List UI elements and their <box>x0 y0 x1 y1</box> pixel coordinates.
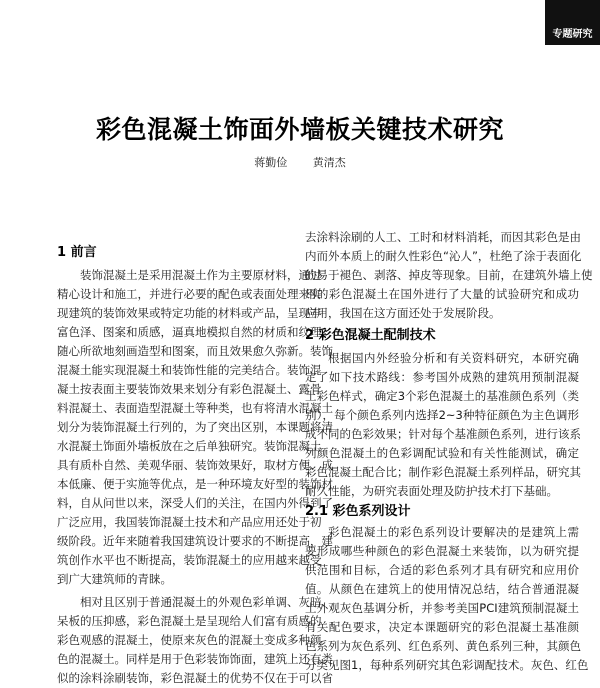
text-line: 装饰混凝土是采用混凝土作为主要原材料，通过 <box>80 268 322 282</box>
text-line: 用的彩色混凝土在国外进行了大量的试验研究和成功 <box>305 287 579 301</box>
left-column <box>57 240 333 688</box>
text-line: 广泛应用，我国装饰混凝土技术和产品应用还处于初 <box>57 515 322 529</box>
text-line: 根据国内外经验分析和有关资料研究，本研究确 <box>328 351 579 365</box>
text-line: 水混凝土饰面外墙板放在之后单独研究。装饰混凝土 <box>57 439 322 453</box>
paragraph <box>57 266 333 589</box>
section-tag <box>545 0 600 45</box>
paragraph <box>305 349 579 501</box>
text-line: 土外观灰色基调分析，并参考美国PCI建筑预制混凝土 <box>305 601 579 615</box>
subsection-heading: 2.1 彩色系列设计 <box>305 504 411 519</box>
text-line: 成不同的色彩效果；针对每个基准颜色系列，进行该系 <box>305 427 581 441</box>
text-line: 现建筑的装饰效果或特定功能的材料或产品，呈现丰 <box>57 306 322 320</box>
text-line: 呆板的压抑感，彩色混凝土是呈现给人们富有质感的 <box>57 614 322 628</box>
section-heading: 1 前言 <box>57 245 97 260</box>
text-line: 别），每个颜色系列内选择2~3种特征颜色为主色调形 <box>305 408 579 422</box>
text-line: 精心设计和施工，并进行必要的配色或表面处理来实 <box>57 287 322 301</box>
text-line: 混凝土能实现混凝土和装饰性能的完美结合。装饰混 <box>57 363 322 377</box>
text-line: 值。从颜色在建筑上的使用情况总结，结合普通混凝 <box>305 582 579 596</box>
text-line: 要形成哪些种颜色的彩色混凝土来装饰，以为研究提 <box>305 544 579 558</box>
paragraph <box>305 523 589 675</box>
right-column <box>305 228 593 675</box>
text-line: 应用，我国在这方面还处于发展阶段。 <box>305 306 501 320</box>
text-line: 凝土按表面主要装饰效果来划分有彩色混凝土、露骨 <box>57 382 322 396</box>
section-heading: 2 彩色混凝土配制技术 <box>305 328 436 343</box>
text-line: 本低廉、便于实施等优点，是一种环境友好型的装饰材 <box>57 477 333 491</box>
text-line: 具有质朴自然、美观华丽、装饰效果好，取材方便、成 <box>57 458 333 472</box>
text-line: 供范围和目标，合适的彩色系列才具有研究和应用价 <box>305 563 579 577</box>
text-line: 内而外本质上的耐久性彩色“沁人”，杜绝了涂于表面化 <box>305 249 582 263</box>
authors <box>0 154 600 170</box>
text-line: 到广大建筑师的青睐。 <box>57 572 172 586</box>
text-line: 色的混凝土。同样是用于色彩装饰饰面，建筑上还有类 <box>57 652 333 666</box>
text-line: 彩色混凝土配合比；制作彩色混凝土系列样品，研究其 <box>305 465 581 479</box>
paragraph <box>57 593 333 688</box>
text-line: 彩色混凝土的彩色系列设计要解决的是建筑上需 <box>328 525 579 539</box>
text-line: 级阶段。近年来随着我国建筑设计要求的不断提高，建 <box>57 534 333 548</box>
text-line: 相对且区别于普通混凝土的外观色彩单调、灰暗、 <box>80 595 333 609</box>
text-line: 的易于褪色、剥落、掉皮等现象。目前，在建筑外墙上使 <box>305 268 593 282</box>
text-line: 划分为装饰混凝土行列的，为了突出区别，本课题将清 <box>57 420 333 434</box>
text-line: 彩色观感的混凝土，使原来灰色的混凝土变成多种颜 <box>57 633 322 647</box>
text-line: 料，自从问世以来，深受人们的关注，在国内外得到了 <box>57 496 333 510</box>
text-line: 似的涂料涂刷装饰，彩色混凝土的优势不仅在于可以省 <box>57 671 333 685</box>
text-line: 色系列为灰色系列、红色系列、黄色系列三种，其颜色 <box>305 639 581 653</box>
author-name: 蒋勤俭 <box>254 156 288 169</box>
text-line: 土彩色样式，确定3个彩色混凝土的基准颜色系列（类 <box>305 389 579 403</box>
text-line: 列颜色混凝土的色彩调配试验和有关性能测试，确定 <box>305 446 579 460</box>
text-line: 分类见图1，每种系列研究其色彩调配技术。灰色、红色 <box>305 658 589 672</box>
paragraph <box>305 228 593 323</box>
text-line: 去涂料涂刷的人工、工时和材料消耗，而因其彩色是由 <box>305 230 581 244</box>
text-line: 筑创作水平也不断提高，装饰混凝土的应用越来越受 <box>57 553 322 567</box>
article-title: 彩色混凝土饰面外墙板关键技术研究 <box>95 115 504 144</box>
text-line: 定了如下技术路线：参考国外成熟的建筑用预制混凝 <box>305 370 579 384</box>
text-line: 有关配色要求，决定本课题研究的彩色混凝土基准颜 <box>305 620 579 634</box>
section-tag-label: 专题研究 <box>552 29 593 40</box>
text-line: 随心所欲地刻画造型和图案，而且效果愈久弥新。装饰 <box>57 344 333 358</box>
text-line: 富色泽、图案和质感，逼真地模拟自然的材质和纹理， <box>57 325 333 339</box>
text-line: 耐久性能，为研究表面处理及防护技术打下基础。 <box>305 484 558 498</box>
text-line: 料混凝土、表面造型混凝土等种类，也有将清水混凝土 <box>57 401 333 415</box>
author-name: 黄清杰 <box>312 156 346 169</box>
